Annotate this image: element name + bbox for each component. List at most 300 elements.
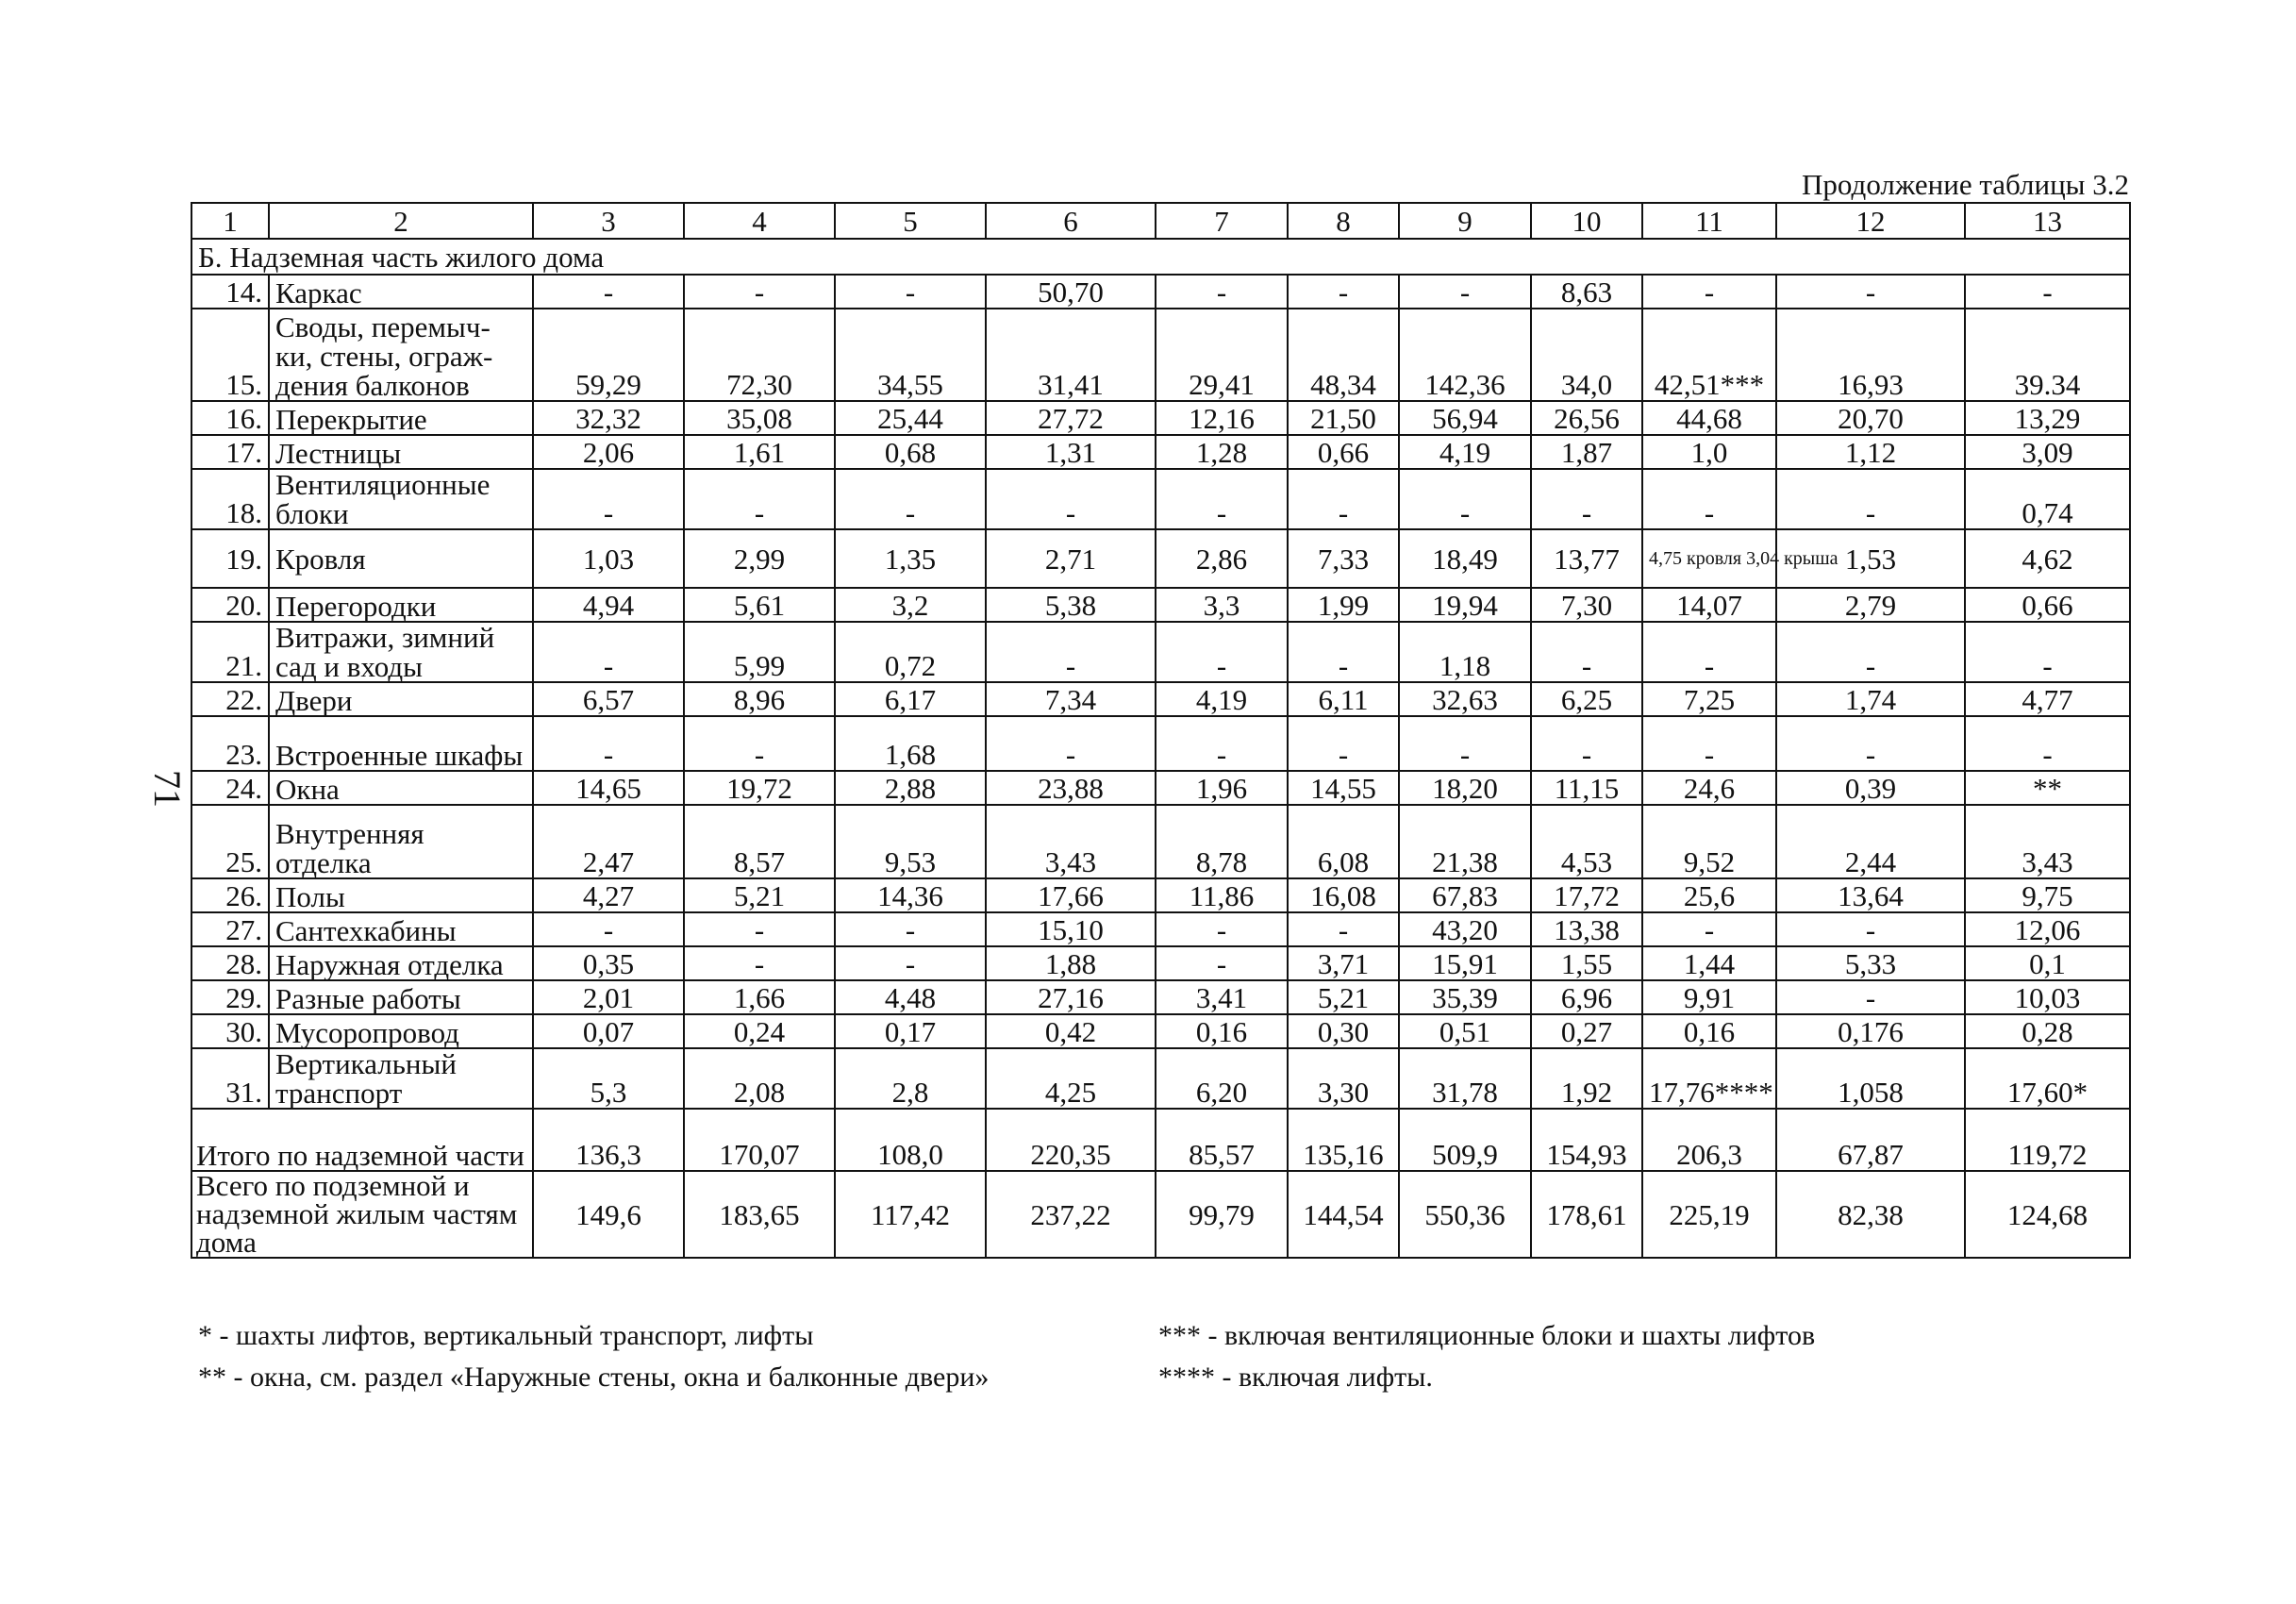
cell-value: 1,44	[1642, 946, 1776, 980]
cell-value: 142,36	[1399, 309, 1531, 401]
row-number: 31.	[191, 1048, 269, 1109]
cell-value: 19,94	[1399, 588, 1531, 622]
table-row	[191, 878, 2130, 912]
cell-value: 4,25	[986, 1048, 1156, 1109]
cell-value: 18,49	[1399, 529, 1531, 588]
cell-value: -	[986, 469, 1156, 529]
cell-value: -	[533, 275, 684, 309]
cell-value: 4,94	[533, 588, 684, 622]
cell-value: 3,2	[835, 588, 986, 622]
header-cell: 13	[1965, 203, 2130, 239]
cell-value: -	[1156, 469, 1288, 529]
section-title: Б. Надземная часть жилого дома	[191, 239, 2130, 275]
cell-value: 1,88	[986, 946, 1156, 980]
cell-value: 6,57	[533, 682, 684, 716]
cell-value: -	[1776, 716, 1965, 771]
cell-value: -	[684, 912, 835, 946]
cell-value: **	[1965, 771, 2130, 805]
cell-value: 1,55	[1531, 946, 1642, 980]
row-name: Полы	[269, 878, 533, 912]
cell-value: 1,66	[684, 980, 835, 1014]
cell-value: 4,53	[1531, 805, 1642, 878]
cell-value: 2,79	[1776, 588, 1965, 622]
cell-value: 17,72	[1531, 878, 1642, 912]
cell-value: -	[1399, 469, 1531, 529]
cell-value: -	[1642, 469, 1776, 529]
cell-value: -	[684, 946, 835, 980]
total-label: Итого по надземной части	[191, 1109, 533, 1171]
row-number: 27.	[191, 912, 269, 946]
total-value: 550,36	[1399, 1171, 1531, 1258]
cell-value: 3,3	[1156, 588, 1288, 622]
total-value: 237,22	[986, 1171, 1156, 1258]
total-value: 144,54	[1288, 1171, 1399, 1258]
row-name: Вертикальный транспорт	[269, 1048, 533, 1109]
cell-value: 8,96	[684, 682, 835, 716]
cell-value	[1642, 529, 1838, 588]
cell-value: 0,27	[1531, 1014, 1642, 1048]
cell-value: -	[533, 912, 684, 946]
footnote: ** - окна, см. раздел «Наружные стены, окна и балконные двери»	[198, 1362, 990, 1393]
row-number: 24.	[191, 771, 269, 805]
cell-value: -	[1288, 716, 1399, 771]
cell-value: -	[1531, 469, 1642, 529]
cell-value: 43,20	[1399, 912, 1531, 946]
cell-value: 26,56	[1531, 401, 1642, 435]
cell-value: 18,20	[1399, 771, 1531, 805]
table-caption: Продолжение таблицы 3.2	[1802, 168, 2129, 201]
total-value: 149,6	[533, 1171, 684, 1258]
table-row	[191, 771, 2130, 805]
cell-value: 2,01	[533, 980, 684, 1014]
cell-value: -	[835, 469, 986, 529]
table-row	[191, 980, 2130, 1014]
cell-value: 8,63	[1531, 275, 1642, 309]
cell-value: 4,62	[1965, 529, 2130, 588]
cell-value: 2,47	[533, 805, 684, 878]
cell-value: 13,77	[1531, 529, 1642, 588]
total-value: 225,19	[1642, 1171, 1776, 1258]
table-row	[191, 1048, 2130, 1109]
cell-value: 9,52	[1642, 805, 1776, 878]
cell-value: 11,86	[1156, 878, 1288, 912]
row-number: 25.	[191, 805, 269, 878]
total-value: 124,68	[1965, 1171, 2130, 1258]
cell-value: -	[1156, 716, 1288, 771]
cell-value: 3,41	[1156, 980, 1288, 1014]
cell-value: 4,48	[835, 980, 986, 1014]
cell-value: 72,30	[684, 309, 835, 401]
cell-value: 1,87	[1531, 435, 1642, 469]
row-number: 15.	[191, 309, 269, 401]
row-name: Встроенные шкафы	[269, 716, 533, 771]
cell-value: 6,11	[1288, 682, 1399, 716]
cell-value: 14,36	[835, 878, 986, 912]
cell-value: 0,16	[1642, 1014, 1776, 1048]
footnote: **** - включая лифты.	[1158, 1362, 1433, 1393]
row-name: Разные работы	[269, 980, 533, 1014]
total-value: 135,16	[1288, 1109, 1399, 1171]
cell-value: -	[1288, 622, 1399, 682]
header-cell: 7	[1156, 203, 1288, 239]
cell-value: 7,30	[1531, 588, 1642, 622]
total-row	[191, 1109, 2130, 1171]
cell-value: 6,08	[1288, 805, 1399, 878]
cell-value: -	[1531, 622, 1642, 682]
cell-value: 34,0	[1531, 309, 1642, 401]
cell-value: 2,8	[835, 1048, 986, 1109]
cell-value: -	[1399, 716, 1531, 771]
table-row	[191, 401, 2130, 435]
cell-value: -	[1642, 622, 1776, 682]
cell-value: 11,15	[1531, 771, 1642, 805]
cell-value: 21,38	[1399, 805, 1531, 878]
cell-value: 19,72	[684, 771, 835, 805]
cell-value: -	[1642, 912, 1776, 946]
cell-value: 2,06	[533, 435, 684, 469]
table-row	[191, 622, 2130, 682]
cell-value: 0,39	[1776, 771, 1965, 805]
cell-value: 6,17	[835, 682, 986, 716]
cell-value: 6,96	[1531, 980, 1642, 1014]
cell-value: 1,058	[1776, 1048, 1965, 1109]
table-row	[191, 275, 2130, 309]
header-cell: 11	[1642, 203, 1776, 239]
total-value: 119,72	[1965, 1109, 2130, 1171]
cell-value: 4,19	[1156, 682, 1288, 716]
total-value: 183,65	[684, 1171, 835, 1258]
cell-value: 1,53	[1776, 529, 1965, 588]
row-number: 18.	[191, 469, 269, 529]
cell-value: -	[1642, 716, 1776, 771]
section-row	[191, 239, 2130, 275]
cell-value: 29,41	[1156, 309, 1288, 401]
cell-value: 13,29	[1965, 401, 2130, 435]
cell-value: -	[1776, 912, 1965, 946]
cell-value: 50,70	[986, 275, 1156, 309]
total-value: 82,38	[1776, 1171, 1965, 1258]
cell-value: -	[1288, 912, 1399, 946]
cell-value: 16,93	[1776, 309, 1965, 401]
row-name: Двери	[269, 682, 533, 716]
cell-value: -	[1156, 946, 1288, 980]
cell-value: 13,64	[1776, 878, 1965, 912]
row-name: Мусоропровод	[269, 1014, 533, 1048]
cell-value: 1,03	[533, 529, 684, 588]
cell-value: -	[1776, 622, 1965, 682]
table-row	[191, 588, 2130, 622]
cell-value: -	[533, 716, 684, 771]
cell-value: 0,72	[835, 622, 986, 682]
cell-value: 32,32	[533, 401, 684, 435]
total-value: 220,35	[986, 1109, 1156, 1171]
cell-value: -	[1776, 980, 1965, 1014]
cell-value: 10,03	[1965, 980, 2130, 1014]
cell-value: -	[1642, 275, 1776, 309]
cell-value: 1,35	[835, 529, 986, 588]
table-row	[191, 716, 2130, 771]
cell-value: 39.34	[1965, 309, 2130, 401]
cell-value: 15,91	[1399, 946, 1531, 980]
cell-value: 9,91	[1642, 980, 1776, 1014]
row-number: 23.	[191, 716, 269, 771]
cell-value: 0,07	[533, 1014, 684, 1048]
cell-value: 1,92	[1531, 1048, 1642, 1109]
header-row	[191, 203, 2130, 239]
cell-value: 5,38	[986, 588, 1156, 622]
table-row	[191, 946, 2130, 980]
cell-value: -	[1965, 275, 2130, 309]
cell-value: -	[684, 716, 835, 771]
cell-value: 6,25	[1531, 682, 1642, 716]
header-cell: 2	[269, 203, 533, 239]
row-name: Витражи, зимний сад и входы	[269, 622, 533, 682]
cell-value: 12,16	[1156, 401, 1288, 435]
row-number: 19.	[191, 529, 269, 588]
cell-value: 0,30	[1288, 1014, 1399, 1048]
cell-value: 0,74	[1965, 469, 2130, 529]
table-row	[191, 682, 2130, 716]
cell-value: 2,08	[684, 1048, 835, 1109]
cell-value: 12,06	[1965, 912, 2130, 946]
cell-value: 42,51***	[1642, 309, 1776, 401]
cell-value: 2,99	[684, 529, 835, 588]
cell-value: 34,55	[835, 309, 986, 401]
cell-value: 27,16	[986, 980, 1156, 1014]
cell-value: 5,21	[1288, 980, 1399, 1014]
cell-value: 1,99	[1288, 588, 1399, 622]
cell-value: -	[533, 622, 684, 682]
cell-value: 0,51	[1399, 1014, 1531, 1048]
header-cell: 8	[1288, 203, 1399, 239]
row-name: Кровля	[269, 529, 533, 588]
cell-value: 25,6	[1642, 878, 1776, 912]
total-value: 117,42	[835, 1171, 986, 1258]
cell-value: 21,50	[1288, 401, 1399, 435]
cell-value: 3,43	[1965, 805, 2130, 878]
header-cell: 1	[191, 203, 269, 239]
footnotes-right	[1158, 1315, 1815, 1398]
cell-value: 0,66	[1965, 588, 2130, 622]
row-name: Каркас	[269, 275, 533, 309]
row-name: Перекрытие	[269, 401, 533, 435]
cell-value: 1,12	[1776, 435, 1965, 469]
cell-value: 3,30	[1288, 1048, 1399, 1109]
cell-value: 59,29	[533, 309, 684, 401]
row-number: 30.	[191, 1014, 269, 1048]
footnotes-left	[198, 1315, 989, 1398]
cell-value: 2,88	[835, 771, 986, 805]
cell-value: 3,09	[1965, 435, 2130, 469]
cell-value: 9,75	[1965, 878, 2130, 912]
cell-value: 1,28	[1156, 435, 1288, 469]
cell-value: 4,77	[1965, 682, 2130, 716]
cell-value: 13,38	[1531, 912, 1642, 946]
total-value: 509,9	[1399, 1109, 1531, 1171]
cell-value: 1,31	[986, 435, 1156, 469]
cell-value: 15,10	[986, 912, 1156, 946]
cell-value: 0,24	[684, 1014, 835, 1048]
total-value: 85,57	[1156, 1109, 1288, 1171]
cell-value: 2,44	[1776, 805, 1965, 878]
cell-value: 31,41	[986, 309, 1156, 401]
cell-value: 8,78	[1156, 805, 1288, 878]
cell-value: 5,61	[684, 588, 835, 622]
cell-value: -	[1288, 275, 1399, 309]
header-cell: 12	[1776, 203, 1965, 239]
cell-value: 23,88	[986, 771, 1156, 805]
cell-value: 7,34	[986, 682, 1156, 716]
cell-value: -	[533, 469, 684, 529]
cell-value: 56,94	[1399, 401, 1531, 435]
cell-value: 0,176	[1776, 1014, 1965, 1048]
cell-value: 0,35	[533, 946, 684, 980]
cell-value: 16,08	[1288, 878, 1399, 912]
header-cell: 3	[533, 203, 684, 239]
table-row	[191, 1014, 2130, 1048]
cell-value: 4,27	[533, 878, 684, 912]
cell-value: 17,66	[986, 878, 1156, 912]
row-number: 16.	[191, 401, 269, 435]
cell-value: -	[1776, 275, 1965, 309]
row-number: 26.	[191, 878, 269, 912]
row-number: 21.	[191, 622, 269, 682]
cell-value: -	[1399, 275, 1531, 309]
cell-value: 0,68	[835, 435, 986, 469]
header-cell: 9	[1399, 203, 1531, 239]
cell-value: 9,53	[835, 805, 986, 878]
cell-value: -	[835, 275, 986, 309]
total-value: 136,3	[533, 1109, 684, 1171]
cell-value: 7,25	[1642, 682, 1776, 716]
row-name: Наружная отделка	[269, 946, 533, 980]
total-value: 67,87	[1776, 1109, 1965, 1171]
cell-value: 17,60*	[1965, 1048, 2130, 1109]
row-number: 22.	[191, 682, 269, 716]
total-row	[191, 1171, 2130, 1258]
cell-value: 0,42	[986, 1014, 1156, 1048]
table-row	[191, 435, 2130, 469]
cell-value: 67,83	[1399, 878, 1531, 912]
row-number: 29.	[191, 980, 269, 1014]
cell-value: -	[1156, 275, 1288, 309]
header-cell: 4	[684, 203, 835, 239]
cell-value: 0,17	[835, 1014, 986, 1048]
total-label: Всего по подземной и надземной жилым частям дома	[191, 1171, 533, 1258]
cell-value: 1,18	[1399, 622, 1531, 682]
row-number: 28.	[191, 946, 269, 980]
table-row	[191, 529, 2130, 588]
cell-value: 14,07	[1642, 588, 1776, 622]
cell-value: 1,0	[1642, 435, 1776, 469]
cell-value: 0,66	[1288, 435, 1399, 469]
cell-value: 3,43	[986, 805, 1156, 878]
cell-value: 1,68	[835, 716, 986, 771]
cell-value: -	[1965, 716, 2130, 771]
cell-value: -	[1156, 622, 1288, 682]
cell-value: 31,78	[1399, 1048, 1531, 1109]
row-name: Внутренняя отделка	[269, 805, 533, 878]
cell-value: 0,1	[1965, 946, 2130, 980]
header-cell: 5	[835, 203, 986, 239]
cell-value: -	[835, 912, 986, 946]
row-number: 20.	[191, 588, 269, 622]
cell-value: 24,6	[1642, 771, 1776, 805]
cell-value: 0,28	[1965, 1014, 2130, 1048]
footnote: * - шахты лифтов, вертикальный транспорт, лифты	[198, 1320, 814, 1351]
cell-value: -	[1156, 912, 1288, 946]
footnote: *** - включая вентиляционные блоки и шахты лифтов	[1158, 1320, 1816, 1351]
cell-value: 4,19	[1399, 435, 1531, 469]
header-cell: 6	[986, 203, 1156, 239]
table-row	[191, 805, 2130, 878]
cell-value: 2,71	[986, 529, 1156, 588]
total-value: 99,79	[1156, 1171, 1288, 1258]
cell-value: -	[1531, 716, 1642, 771]
cell-value: 25,44	[835, 401, 986, 435]
cell-value: -	[1288, 469, 1399, 529]
row-number: 17.	[191, 435, 269, 469]
cell-value: 44,68	[1642, 401, 1776, 435]
cell-value: 35,08	[684, 401, 835, 435]
total-value: 108,0	[835, 1109, 986, 1171]
cell-value: -	[1965, 622, 2130, 682]
data-table	[191, 202, 2131, 1259]
cell-value: 32,63	[1399, 682, 1531, 716]
cell-value: -	[986, 622, 1156, 682]
row-number: 14.	[191, 275, 269, 309]
row-name: Лестницы	[269, 435, 533, 469]
cell-value: 20,70	[1776, 401, 1965, 435]
cell-value: 5,21	[684, 878, 835, 912]
table-row	[191, 469, 2130, 529]
cell-note: 4,75 кровля 3,04 крыша	[1649, 548, 1838, 569]
total-value: 154,93	[1531, 1109, 1642, 1171]
cell-value: 2,86	[1156, 529, 1288, 588]
table-row	[191, 912, 2130, 946]
total-value: 206,3	[1642, 1109, 1776, 1171]
row-name: Своды, перемыч-ки, стены, ограж-дения балконов	[269, 309, 533, 401]
cell-value: -	[1776, 469, 1965, 529]
cell-value: 0,16	[1156, 1014, 1288, 1048]
table-row	[191, 309, 2130, 401]
cell-value: -	[684, 275, 835, 309]
cell-value: 6,20	[1156, 1048, 1288, 1109]
total-value: 178,61	[1531, 1171, 1642, 1258]
cell-value: 5,99	[684, 622, 835, 682]
cell-value: -	[986, 716, 1156, 771]
row-name: Сантехкабины	[269, 912, 533, 946]
cell-value: 14,65	[533, 771, 684, 805]
cell-value: 5,33	[1776, 946, 1965, 980]
cell-value: 5,3	[533, 1048, 684, 1109]
cell-value: 17,76****	[1642, 1048, 1776, 1109]
cell-value: 1,74	[1776, 682, 1965, 716]
cell-value: 1,61	[684, 435, 835, 469]
row-name: Окна	[269, 771, 533, 805]
cell-value: 7,33	[1288, 529, 1399, 588]
cell-value: 35,39	[1399, 980, 1531, 1014]
cell-value: 3,71	[1288, 946, 1399, 980]
cell-value: 1,96	[1156, 771, 1288, 805]
row-name: Перегородки	[269, 588, 533, 622]
total-value: 170,07	[684, 1109, 835, 1171]
cell-value: -	[684, 469, 835, 529]
cell-value: 48,34	[1288, 309, 1399, 401]
cell-value: 27,72	[986, 401, 1156, 435]
header-cell: 10	[1531, 203, 1642, 239]
page-number: 71	[146, 770, 190, 808]
